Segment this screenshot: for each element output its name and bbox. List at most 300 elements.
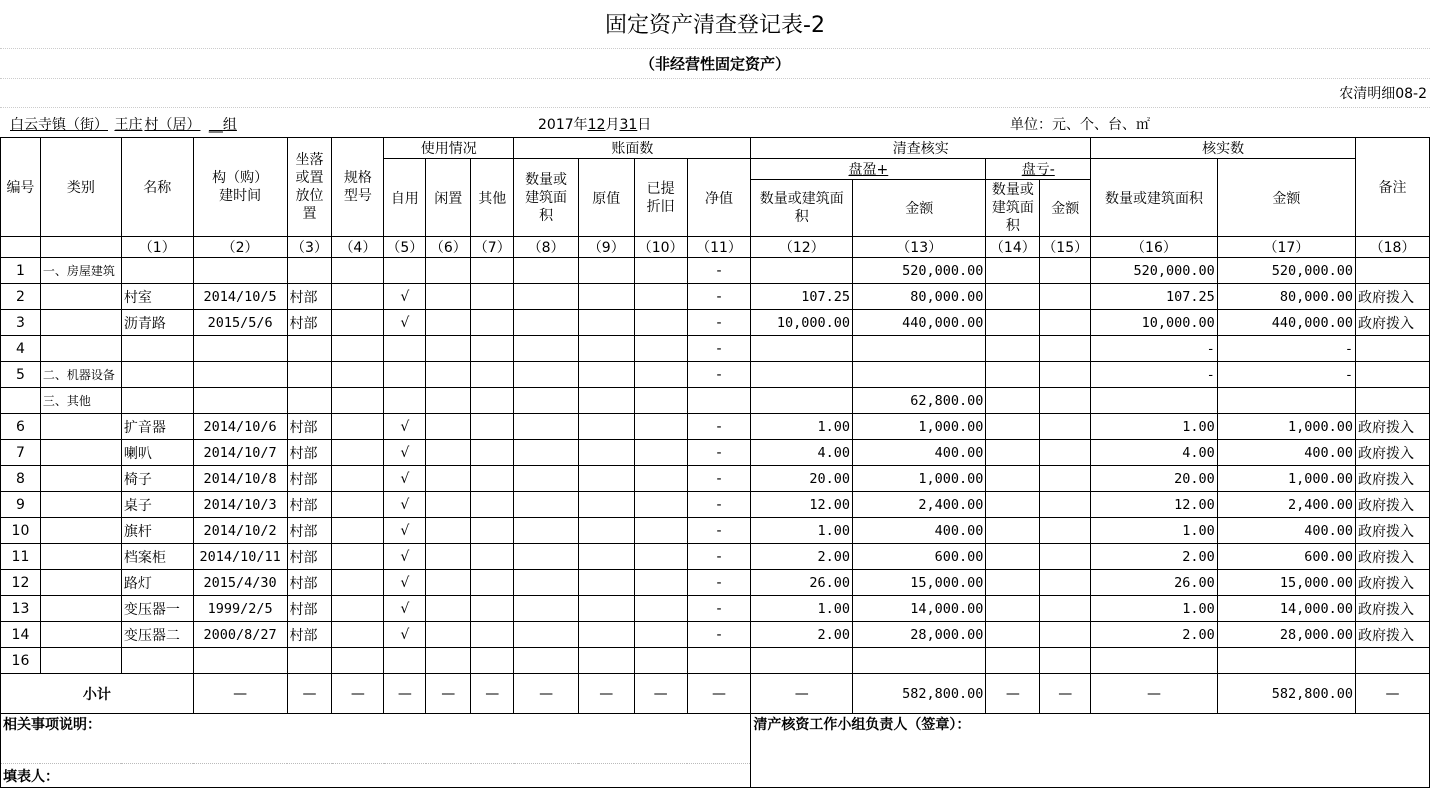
row-location (287, 648, 332, 674)
empty-cell (1040, 518, 1091, 544)
colnum: （16） (1091, 237, 1218, 258)
empty-cell (986, 414, 1040, 440)
colnum: （12） (751, 237, 853, 258)
col-book: 账面数 (514, 138, 751, 159)
check-icon (384, 258, 426, 284)
empty-cell (578, 466, 634, 492)
row-actual-amount: 600.00 (1217, 544, 1355, 570)
row-category (40, 336, 121, 362)
row-actual-qty: 10,000.00 (1091, 310, 1218, 336)
row-actual-amount: 28,000.00 (1217, 622, 1355, 648)
empty-cell (332, 284, 384, 310)
empty-cell (332, 518, 384, 544)
empty-cell (634, 648, 687, 674)
empty-cell (1040, 492, 1091, 518)
empty-cell (1040, 544, 1091, 570)
row-no: 7 (1, 440, 41, 466)
empty-cell (332, 570, 384, 596)
col-remark: 备注 (1356, 138, 1430, 237)
row-name: 村室 (121, 284, 193, 310)
empty-cell (426, 362, 471, 388)
empty-cell (578, 284, 634, 310)
row-location: 村部 (287, 544, 332, 570)
empty-cell (426, 466, 471, 492)
row-surplus-qty: 20.00 (751, 466, 853, 492)
empty-cell (634, 388, 687, 414)
empty-cell (578, 570, 634, 596)
colnum: （14） (986, 237, 1040, 258)
col-deficit: 盘亏- (986, 159, 1091, 180)
row-net-value: - (687, 518, 751, 544)
row-location: 村部 (287, 440, 332, 466)
empty-cell (426, 284, 471, 310)
row-build-time: 2014/10/11 (193, 544, 287, 570)
row-surplus-qty: 1.00 (751, 596, 853, 622)
row-no: 9 (1, 492, 41, 518)
subtotal-row (1, 674, 1430, 714)
row-build-time (193, 258, 287, 284)
row-remark: 政府拨入 (1356, 492, 1430, 518)
row-build-time (193, 648, 287, 674)
row-remark: 政府拨入 (1356, 622, 1430, 648)
row-name (121, 362, 193, 388)
col-book-net: 净值 (687, 159, 751, 237)
row-net-value: - (687, 440, 751, 466)
table-row (1, 414, 1430, 440)
check-icon: √ (384, 596, 426, 622)
empty-cell (986, 440, 1040, 466)
row-category (40, 414, 121, 440)
empty-cell (514, 310, 579, 336)
row-remark: 政府拨入 (1356, 310, 1430, 336)
row-actual-qty: 12.00 (1091, 492, 1218, 518)
row-build-time (193, 388, 287, 414)
empty-cell (471, 648, 514, 674)
empty-cell (426, 518, 471, 544)
empty-cell (514, 492, 579, 518)
notes-row (1, 714, 1430, 764)
empty-cell (578, 388, 634, 414)
subtotal-dash: — (687, 674, 751, 714)
row-surplus-amount: 600.00 (853, 544, 986, 570)
empty-cell (471, 570, 514, 596)
empty-cell (514, 258, 579, 284)
empty-cell (332, 466, 384, 492)
colnum: （11） (687, 237, 751, 258)
col-no: 编号 (1, 138, 41, 237)
row-actual-amount: - (1217, 336, 1355, 362)
empty-cell (634, 544, 687, 570)
empty-cell (514, 518, 579, 544)
row-no: 14 (1, 622, 41, 648)
table-row (1, 336, 1430, 362)
col-name: 名称 (121, 138, 193, 237)
empty-cell (986, 544, 1040, 570)
empty-cell (332, 440, 384, 466)
row-no: 4 (1, 336, 41, 362)
row-actual-qty: 2.00 (1091, 544, 1218, 570)
table-row (1, 258, 1430, 284)
table-row (1, 362, 1430, 388)
subtotal-dash: — (578, 674, 634, 714)
colnum-blank (40, 237, 121, 258)
row-net-value: - (687, 310, 751, 336)
notes-label: 相关事项说明： (1, 714, 751, 764)
row-category (40, 518, 121, 544)
subtotal-dash: — (1091, 674, 1218, 714)
row-surplus-amount: 400.00 (853, 440, 986, 466)
check-icon (384, 648, 426, 674)
subtotal-dash: — (1356, 674, 1430, 714)
form-subtitle: （非经营性固定资产） (0, 48, 1430, 79)
colnum: （8） (514, 237, 579, 258)
empty-cell (986, 310, 1040, 336)
row-surplus-amount: 1,000.00 (853, 466, 986, 492)
row-name: 桌子 (121, 492, 193, 518)
row-actual-amount: 15,000.00 (1217, 570, 1355, 596)
row-location: 村部 (287, 284, 332, 310)
row-category (40, 284, 121, 310)
row-net-value: - (687, 622, 751, 648)
table-row (1, 492, 1430, 518)
empty-cell (514, 414, 579, 440)
divider (0, 107, 1430, 108)
row-build-time: 2015/5/6 (193, 310, 287, 336)
empty-cell (514, 284, 579, 310)
empty-cell (426, 414, 471, 440)
row-category (40, 648, 121, 674)
check-icon: √ (384, 284, 426, 310)
row-remark (1356, 258, 1430, 284)
row-name: 变压器二 (121, 622, 193, 648)
row-name: 变压器一 (121, 596, 193, 622)
table-row (1, 310, 1430, 336)
unit-label: 单位：元、个、台、㎡ (1010, 117, 1150, 133)
row-surplus-amount: 2,400.00 (853, 492, 986, 518)
row-build-time: 2014/10/6 (193, 414, 287, 440)
row-actual-qty (1091, 648, 1218, 674)
empty-cell (514, 336, 579, 362)
empty-cell (986, 258, 1040, 284)
empty-cell (471, 596, 514, 622)
form-title: 固定资产清查登记表-2 (0, 0, 1430, 49)
empty-cell (986, 466, 1040, 492)
col-actual-qty: 数量或建筑面积 (1091, 159, 1218, 237)
empty-cell (634, 310, 687, 336)
empty-cell (578, 414, 634, 440)
table-row (1, 518, 1430, 544)
table-row (1, 388, 1430, 414)
row-surplus-amount: 440,000.00 (853, 310, 986, 336)
row-surplus-amount (853, 648, 986, 674)
row-category: 一、房屋建筑 (40, 258, 121, 284)
row-build-time: 2000/8/27 (193, 622, 287, 648)
row-no (1, 388, 41, 414)
subtotal-dash: — (287, 674, 332, 714)
empty-cell (471, 466, 514, 492)
row-name: 路灯 (121, 570, 193, 596)
row-surplus-amount: 1,000.00 (853, 414, 986, 440)
empty-cell (578, 544, 634, 570)
empty-cell (332, 258, 384, 284)
row-remark: 政府拨入 (1356, 466, 1430, 492)
check-icon (384, 336, 426, 362)
col-build-time: 构（购）建时间 (193, 138, 287, 237)
empty-cell (1040, 258, 1091, 284)
row-category (40, 310, 121, 336)
empty-cell (471, 622, 514, 648)
row-net-value: - (687, 466, 751, 492)
asset-table (0, 137, 1430, 788)
row-net-value: - (687, 284, 751, 310)
colnum: （7） (471, 237, 514, 258)
row-remark: 政府拨入 (1356, 570, 1430, 596)
empty-cell (426, 570, 471, 596)
empty-cell (578, 596, 634, 622)
empty-cell (471, 440, 514, 466)
empty-cell (634, 336, 687, 362)
empty-cell (332, 648, 384, 674)
colnum: （17） (1217, 237, 1355, 258)
row-net-value: - (687, 414, 751, 440)
row-remark: 政府拨入 (1356, 596, 1430, 622)
row-actual-amount: 1,000.00 (1217, 466, 1355, 492)
row-category (40, 492, 121, 518)
empty-cell (986, 518, 1040, 544)
row-no: 3 (1, 310, 41, 336)
empty-cell (1040, 336, 1091, 362)
row-net-value: - (687, 596, 751, 622)
row-name: 扩音器 (121, 414, 193, 440)
subtotal-dash: — (514, 674, 579, 714)
row-surplus-amount (853, 362, 986, 388)
row-net-value: - (687, 362, 751, 388)
subtotal-dash: — (384, 674, 426, 714)
row-surplus-qty (751, 362, 853, 388)
empty-cell (634, 414, 687, 440)
colnum: （13） (853, 237, 986, 258)
empty-cell (426, 648, 471, 674)
row-surplus-qty: 26.00 (751, 570, 853, 596)
empty-cell (471, 336, 514, 362)
row-actual-amount: 1,000.00 (1217, 414, 1355, 440)
row-actual-qty: 20.00 (1091, 466, 1218, 492)
subtotal-dash: — (332, 674, 384, 714)
empty-cell (426, 258, 471, 284)
empty-cell (578, 258, 634, 284)
row-net-value (687, 648, 751, 674)
empty-cell (514, 648, 579, 674)
date-month-suffix: 月 (605, 117, 620, 133)
empty-cell (332, 362, 384, 388)
empty-cell (471, 518, 514, 544)
row-location: 村部 (287, 570, 332, 596)
col-book-original: 原值 (578, 159, 634, 237)
row-location: 村部 (287, 466, 332, 492)
empty-cell (426, 544, 471, 570)
empty-cell (1040, 570, 1091, 596)
empty-cell (634, 622, 687, 648)
table-row (1, 284, 1430, 310)
empty-cell (332, 310, 384, 336)
row-remark (1356, 336, 1430, 362)
empty-cell (514, 570, 579, 596)
table-row (1, 466, 1430, 492)
row-surplus-qty: 2.00 (751, 622, 853, 648)
row-location: 村部 (287, 518, 332, 544)
row-net-value: - (687, 336, 751, 362)
col-actual: 核实数 (1091, 138, 1356, 159)
empty-cell (471, 310, 514, 336)
row-name (121, 258, 193, 284)
empty-cell (634, 570, 687, 596)
empty-cell (426, 336, 471, 362)
row-remark (1356, 362, 1430, 388)
row-name: 喇叭 (121, 440, 193, 466)
row-actual-qty: 1.00 (1091, 596, 1218, 622)
row-no: 6 (1, 414, 41, 440)
row-surplus-amount: 14,000.00 (853, 596, 986, 622)
empty-cell (1040, 310, 1091, 336)
date-year: 2017 (538, 117, 574, 133)
row-location (287, 362, 332, 388)
row-location: 村部 (287, 622, 332, 648)
colnum: （2） (193, 237, 287, 258)
subtotal-actual-amount: 582,800.00 (1217, 674, 1355, 714)
row-surplus-amount: 80,000.00 (853, 284, 986, 310)
row-actual-qty: 4.00 (1091, 440, 1218, 466)
row-no: 5 (1, 362, 41, 388)
row-name: 椅子 (121, 466, 193, 492)
colnum: （6） (426, 237, 471, 258)
column-number-row (1, 237, 1430, 258)
empty-cell (471, 362, 514, 388)
row-build-time: 1999/2/5 (193, 596, 287, 622)
col-spec: 规格型号 (332, 138, 384, 237)
row-actual-qty: 520,000.00 (1091, 258, 1218, 284)
check-icon: √ (384, 492, 426, 518)
check-icon: √ (384, 544, 426, 570)
village-name: 王庄 (114, 117, 143, 133)
empty-cell (332, 596, 384, 622)
subtotal-dash: — (471, 674, 514, 714)
col-surplus-amount: 金额 (853, 180, 986, 237)
empty-cell (578, 492, 634, 518)
row-no: 2 (1, 284, 41, 310)
empty-cell (1040, 648, 1091, 674)
row-surplus-qty: 12.00 (751, 492, 853, 518)
row-no: 16 (1, 648, 41, 674)
empty-cell (986, 622, 1040, 648)
col-surplus-qty: 数量或建筑面积 (751, 180, 853, 237)
empty-cell (471, 492, 514, 518)
empty-cell (578, 310, 634, 336)
table-row (1, 622, 1430, 648)
row-name: 旗杆 (121, 518, 193, 544)
location-header (10, 112, 237, 136)
row-actual-amount: 80,000.00 (1217, 284, 1355, 310)
check-icon: √ (384, 414, 426, 440)
empty-cell (471, 284, 514, 310)
row-net-value (687, 388, 751, 414)
row-location: 村部 (287, 414, 332, 440)
filler-label: 填表人： (1, 764, 751, 788)
empty-cell (1040, 388, 1091, 414)
row-remark: 政府拨入 (1356, 284, 1430, 310)
row-surplus-qty: 4.00 (751, 440, 853, 466)
row-actual-qty (1091, 388, 1218, 414)
empty-cell (634, 258, 687, 284)
row-name: 沥青路 (121, 310, 193, 336)
empty-cell (1040, 596, 1091, 622)
row-surplus-amount: 15,000.00 (853, 570, 986, 596)
date-day: 31 (619, 117, 638, 133)
empty-cell (332, 544, 384, 570)
subtotal-dash: — (426, 674, 471, 714)
row-build-time: 2015/4/30 (193, 570, 287, 596)
empty-cell (578, 622, 634, 648)
row-surplus-qty (751, 258, 853, 284)
row-category (40, 622, 121, 648)
colnum: （1） (121, 237, 193, 258)
table-row (1, 570, 1430, 596)
row-net-value: - (687, 570, 751, 596)
row-category: 三、其他 (40, 388, 121, 414)
row-surplus-qty: 2.00 (751, 544, 853, 570)
row-surplus-qty: 1.00 (751, 414, 853, 440)
group-blank: __ (208, 117, 223, 133)
empty-cell (514, 466, 579, 492)
row-surplus-amount: 520,000.00 (853, 258, 986, 284)
row-location: 村部 (287, 310, 332, 336)
col-location: 坐落或置放位置 (287, 138, 332, 237)
empty-cell (986, 284, 1040, 310)
empty-cell (1040, 440, 1091, 466)
row-name: 档案柜 (121, 544, 193, 570)
empty-cell (578, 518, 634, 544)
row-actual-qty: - (1091, 362, 1218, 388)
empty-cell (634, 284, 687, 310)
row-surplus-qty: 10,000.00 (751, 310, 853, 336)
row-surplus-amount: 400.00 (853, 518, 986, 544)
empty-cell (426, 492, 471, 518)
row-actual-amount: 2,400.00 (1217, 492, 1355, 518)
row-build-time: 2014/10/7 (193, 440, 287, 466)
row-no: 13 (1, 596, 41, 622)
empty-cell (634, 466, 687, 492)
empty-cell (426, 596, 471, 622)
row-actual-amount: 400.00 (1217, 518, 1355, 544)
empty-cell (578, 362, 634, 388)
colnum: （15） (1040, 237, 1091, 258)
empty-cell (634, 518, 687, 544)
empty-cell (634, 440, 687, 466)
empty-cell (471, 388, 514, 414)
empty-cell (514, 544, 579, 570)
row-surplus-amount: 28,000.00 (853, 622, 986, 648)
row-no: 10 (1, 518, 41, 544)
empty-cell (578, 336, 634, 362)
check-icon (384, 362, 426, 388)
row-build-time: 2014/10/5 (193, 284, 287, 310)
col-deficit-qty: 数量或建筑面积 (986, 180, 1040, 237)
row-build-time: 2014/10/3 (193, 492, 287, 518)
empty-cell (1040, 414, 1091, 440)
row-surplus-qty (751, 336, 853, 362)
row-actual-amount (1217, 648, 1355, 674)
colnum: （5） (384, 237, 426, 258)
col-actual-amount: 金额 (1217, 159, 1355, 237)
